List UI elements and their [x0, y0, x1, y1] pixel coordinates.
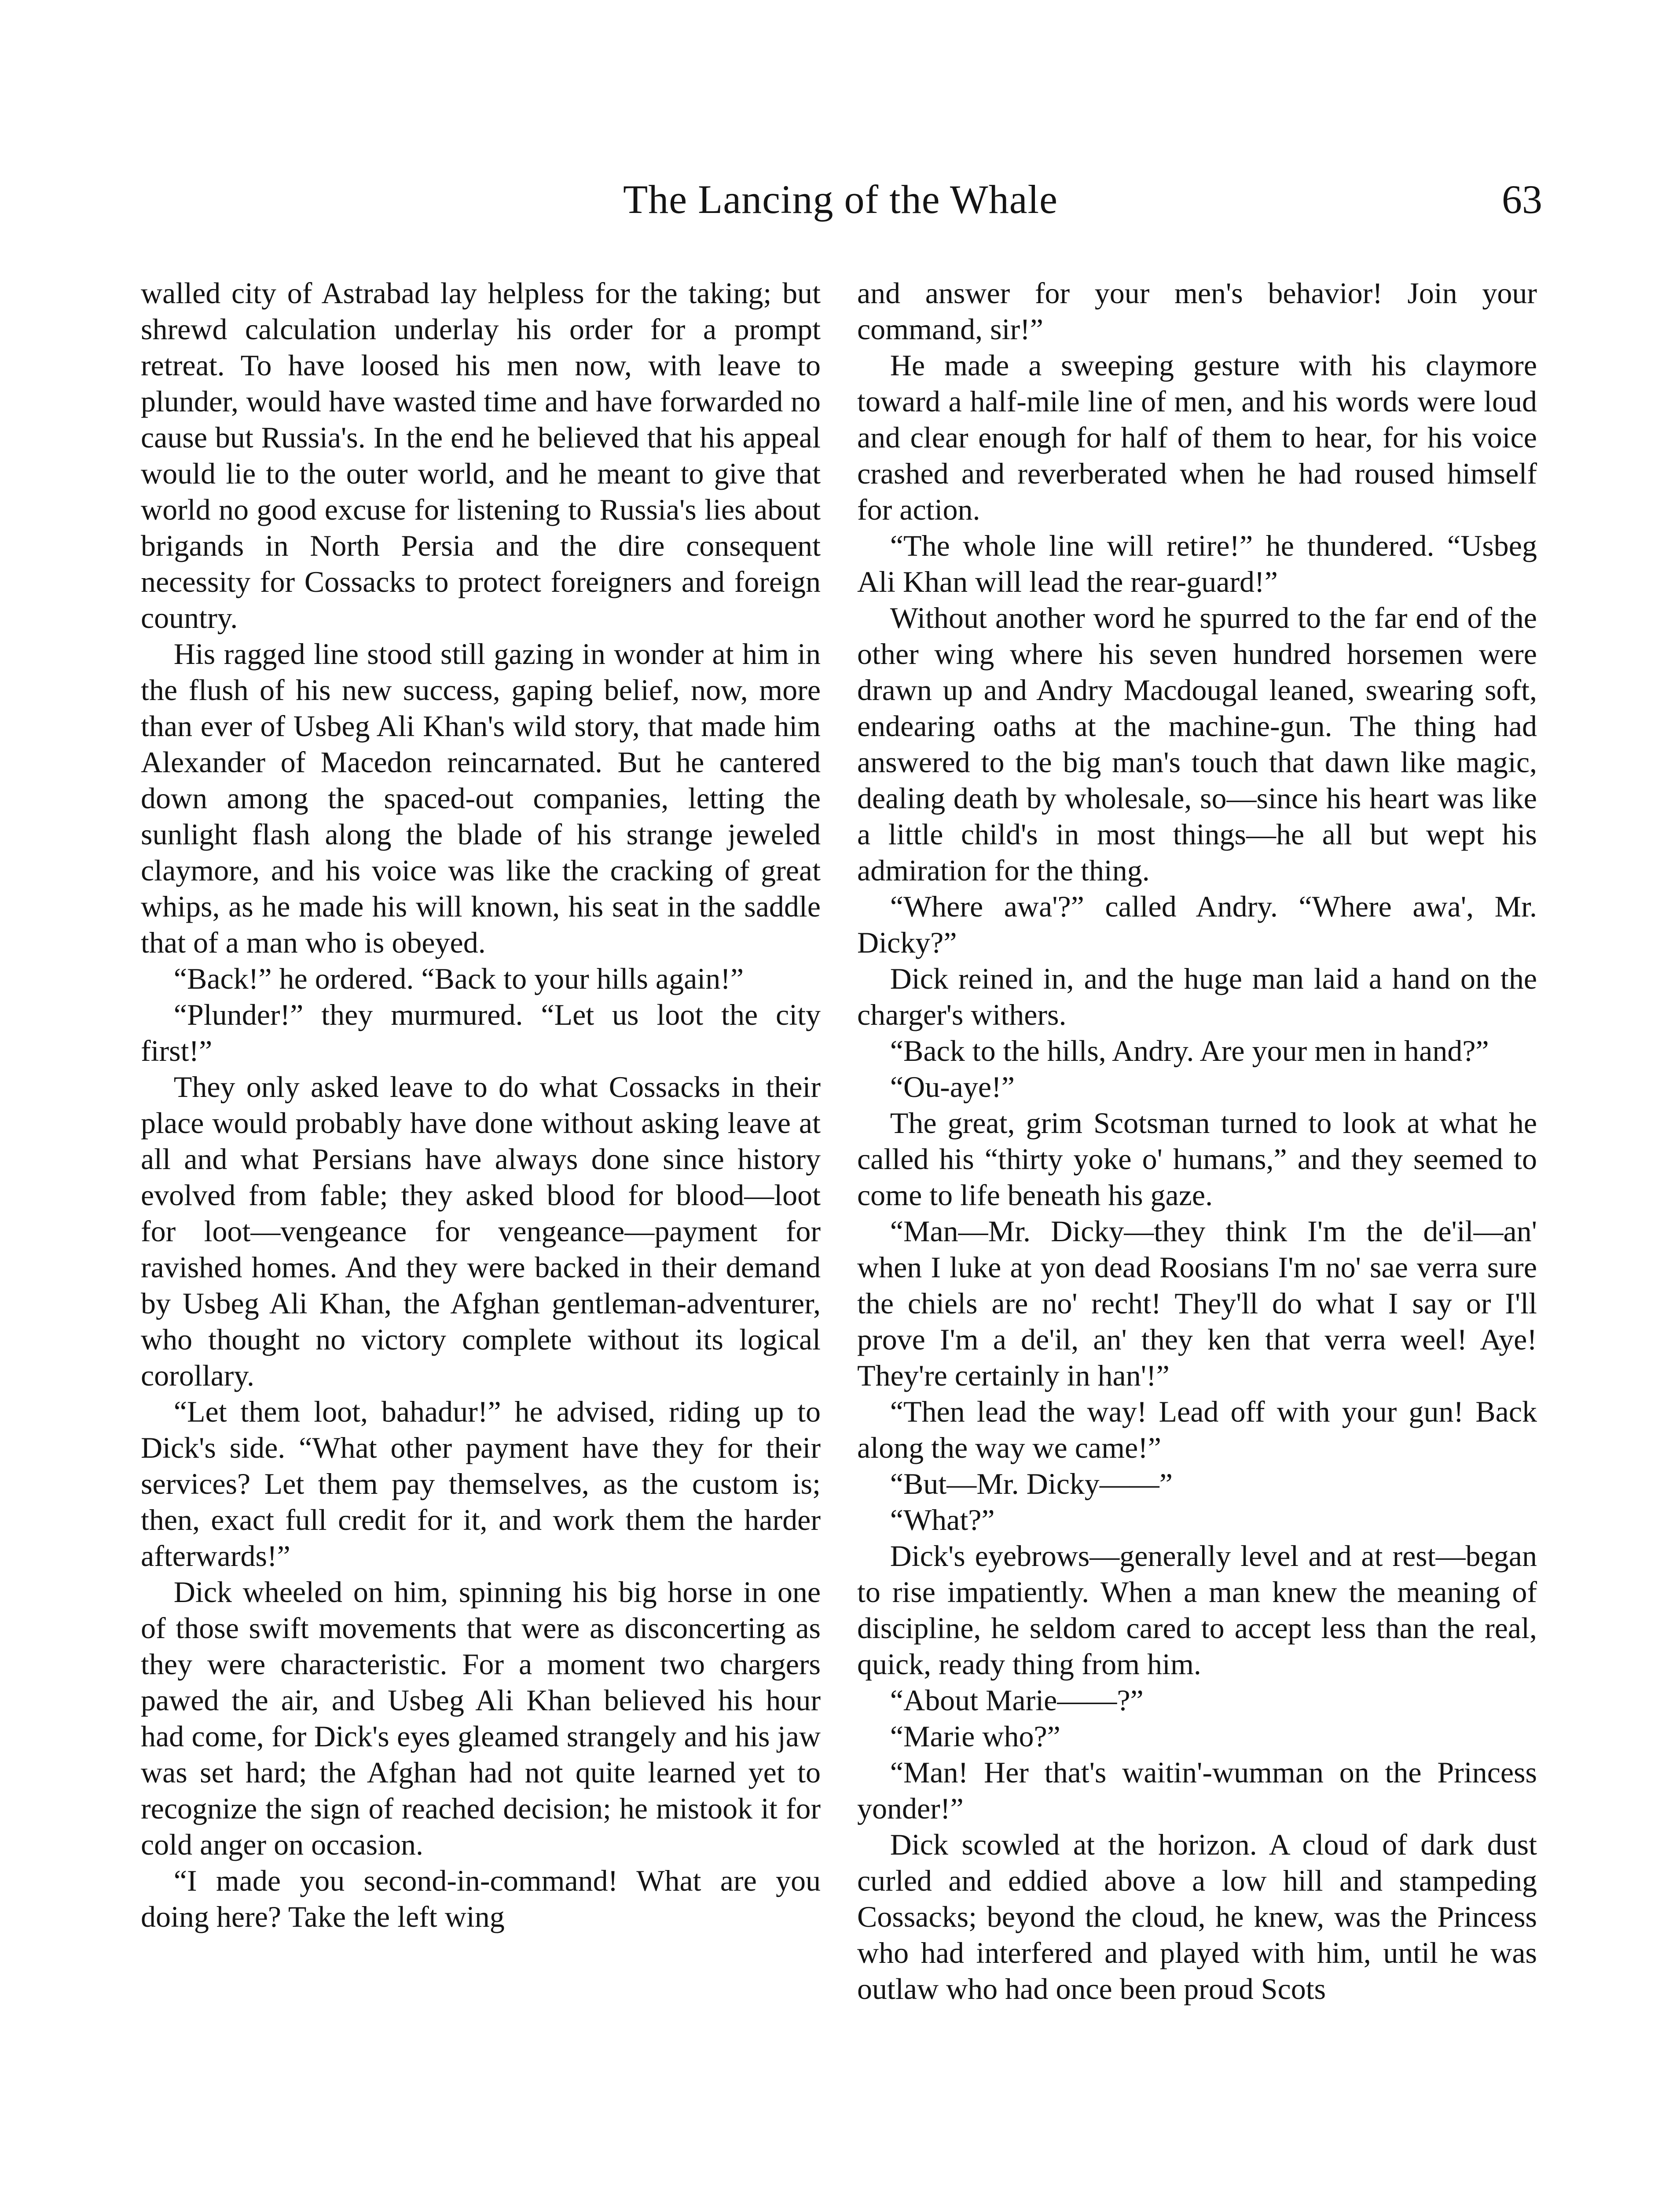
right-column	[857, 275, 1537, 2200]
paragraph: “What?”	[890, 1503, 995, 1536]
paragraph: “About Marie——?”	[890, 1683, 1144, 1717]
paragraph: “Marie who?”	[890, 1720, 1060, 1753]
paragraph: Dick scowled at the horizon. A cloud of dark dust curled and eddied above a low hill and stampeding Cossacks; beyond the cloud, he knew, was the Princess who had interfered and played with him, until he was outlaw who had once been proud Scots	[857, 1828, 1537, 2006]
paragraph: and answer for your men's behavior! Join your command, sir!”	[857, 276, 1537, 346]
paragraph: His ragged line stood still gazing in wonder at him in the flush of his new success, gaping belief, now, more than ever of Usbeg Ali Khan's wild story, that made him Alexander of Macedon reincarnated. But he cantered down among the spaced-out companies, letting the sunlight flash along the blade of his strange jeweled claymore, and his voice was like the cracking of great whips, as he made his will known, his seat in the saddle that of a man who is obeyed.	[141, 637, 821, 959]
paragraph: Without another word he spurred to the far end of the other wing where his seven hundred horsemen were drawn up and Andry Macdougal leaned, swearing soft, endearing oaths at the machine-gun. The thing had answered to the big man's touch that dawn like magic, dealing death by wholesale, so—since his heart was like a little child's in most things—he all but wept his admiration for the thing.	[857, 601, 1537, 887]
paragraph: “Back to the hills, Andry. Are your men in hand?”	[890, 1034, 1489, 1067]
paragraph: “The whole line will retire!” he thundered. “Usbeg Ali Khan will lead the rear-guard!”	[857, 529, 1537, 598]
paragraph: Dick wheeled on him, spinning his big horse in one of those swift movements that were as disconcerting as they were characteristic. For a moment two chargers pawed the air, and Usbeg Ali Khan believed his hour had come, for Dick's eyes gleamed strangely and his jaw was set hard; the Afghan had not quite learned yet to recognize the sign of reached decision; he mistook it for cold anger on occasion.	[141, 1575, 821, 1861]
paragraph: “Ou-aye!”	[890, 1070, 1015, 1104]
paragraph: The great, grim Scotsman turned to look at what he called his “thirty yoke o' humans,” and they seemed to come to life beneath his gaze.	[857, 1106, 1537, 1212]
left-column	[141, 275, 821, 2200]
page-header	[139, 176, 1542, 233]
paragraph: Dick reined in, and the huge man laid a hand on the charger's withers.	[857, 962, 1537, 1031]
paragraph: “Where awa'?” called Andry. “Where awa', Mr. Dicky?”	[857, 890, 1537, 959]
paragraph: “Man! Her that's waitin'-wumman on the Princess yonder!”	[857, 1756, 1537, 1825]
paragraph: “But—Mr. Dicky——”	[890, 1467, 1173, 1500]
running-title: The Lancing of the Whale	[623, 177, 1058, 222]
paragraph: “Let them loot, bahadur!” he advised, riding up to Dick's side. “What other payment have they for their services? Let them pay themselves, as the custom is; then, exact full credit for it, and work them the harder afterwards!”	[141, 1395, 821, 1573]
paragraph: “Back!” he ordered. “Back to your hills again!”	[173, 962, 744, 995]
paragraph: They only asked leave to do what Cossacks in their place would probably have done without asking leave at all and what Persians have always done since history evolved from fable; they asked blood for blood—loot for loot—vengeance for vengeance—payment for ravished homes. And they were backed in their demand by Usbeg Ali Khan, the Afghan gentleman-adventurer, who thought no victory complete without its logical corollary.	[141, 1070, 821, 1392]
page-number: 63	[1502, 177, 1542, 222]
paragraph: walled city of Astrabad lay helpless for the taking; but shrewd calculation underlay his order for a prompt retreat. To have loosed his men now, with leave to plunder, would have wasted time and have forwarded no cause but Russia's. In the end he believed that his appeal would lie to the outer world, and he meant to give that world no good excuse for listening to Russia's lies about brigands in North Persia and the dire consequent necessity for Cossacks to protect foreigners and foreign country.	[141, 276, 821, 634]
paragraph: He made a sweeping gesture with his claymore toward a half-mile line of men, and his words were loud and clear enough for half of them to hear, for his voice crashed and reverberated when he had roused himself for action.	[857, 348, 1537, 526]
paragraph: “Plunder!” they murmured. “Let us loot the city first!”	[141, 998, 821, 1067]
paragraph: Dick's eyebrows—generally level and at rest—began to rise impatiently. When a man knew the meaning of discipline, he seldom cared to accept less than the real, quick, ready thing from him.	[857, 1539, 1537, 1681]
paragraph: “Man—Mr. Dicky—they think I'm the de'il—an' when I luke at yon dead Roosians I'm no' sae verra sure the chiels are no' recht! They'll do what I say or I'll prove I'm a de'il, an' they ken that verra weel! Aye! They're certainly in han'!”	[857, 1214, 1537, 1392]
paragraph: “I made you second-in-command! What are you doing here? Take the left wing	[141, 1864, 821, 1933]
paragraph: “Then lead the way! Lead off with your gun! Back along the way we came!”	[857, 1395, 1537, 1464]
